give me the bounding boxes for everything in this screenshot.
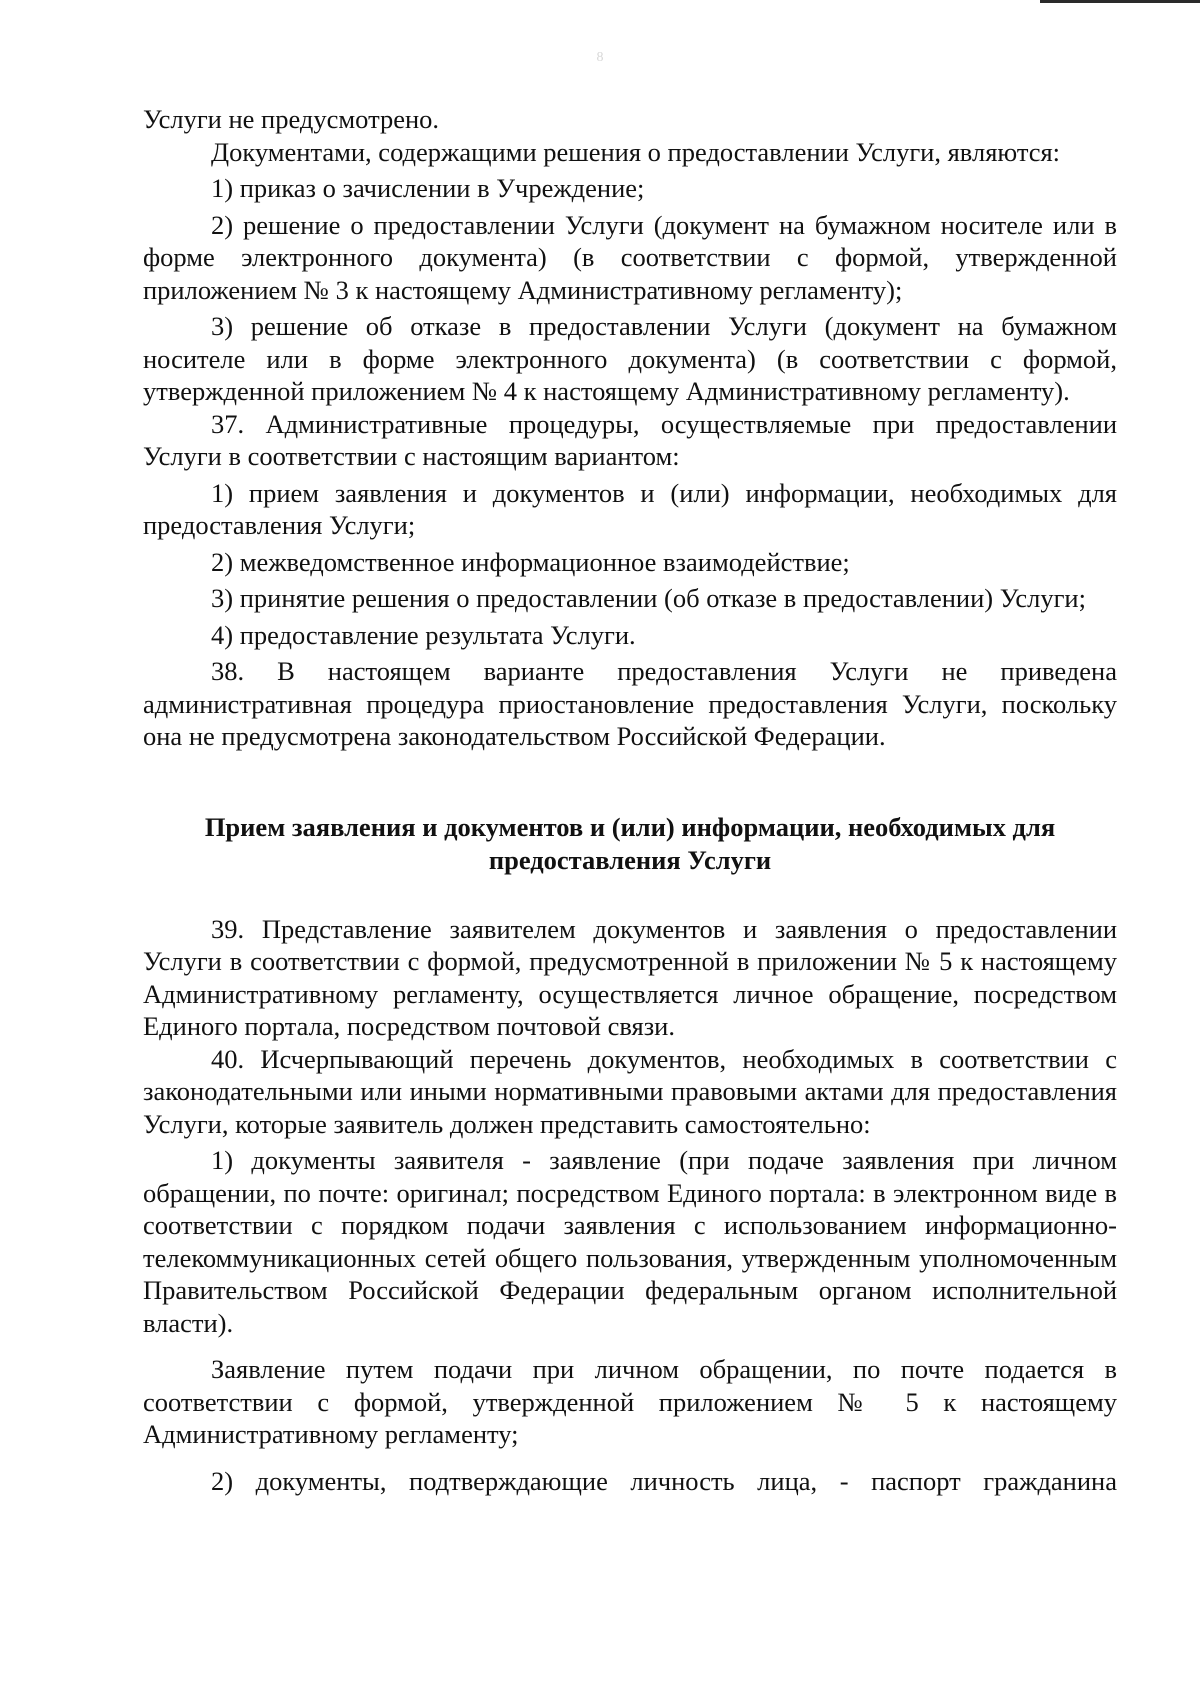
- scan-edge-line: [1040, 0, 1200, 3]
- paragraph-37-procedures: 37. Административные процедуры, осуществляемые при предоставлении Услуги в соответствии с настоящим вариантом:: [143, 408, 1117, 471]
- list-item-result-provision: 4) предоставление результата Услуги.: [211, 619, 636, 650]
- section-heading: [143, 811, 1117, 877]
- document-page: [143, 103, 1117, 1497]
- list-item-interagency-interaction: 2) межведомственное информационное взаимодействие;: [211, 546, 850, 577]
- section-heading-line-1: Прием заявления и документов и (или) информации, необходимых для: [204, 811, 1056, 842]
- list-item-applicant-documents: 1) документы заявителя - заявление (при подаче заявления при личном обращении, по почте: оригинал; посредством Единого портала: в электронном виде в соответствии с порядком подачи заявления с использованием информационно-телекоммуникационных сетей общего пользования, утвержденным уполномоченным Правительством Российской Федерации федеральным органом исполнительной власти).: [143, 1145, 1117, 1338]
- section-heading-line-2: предоставления Услуги: [488, 844, 772, 875]
- page-number: 8: [596, 50, 604, 65]
- list-item-refusal-decision: 3) решение об отказе в предоставлении Услуги (документ на бумажном носителе или в форме электронного документа) (в соответствии с формой, утвержденной приложением № 4 к настоящему Административному регламенту).: [143, 311, 1117, 406]
- list-item-identity-documents: 2) документы, подтверждающие личность лица, - паспорт гражданина: [211, 1465, 1117, 1496]
- list-item-grant-decision: 2) решение о предоставлении Услуги (документ на бумажном носителе или в форме электронного документа) (в соответствии с формой, утвержденной приложением № 3 к настоящему Административному регламенту);: [143, 209, 1117, 305]
- list-item-enrollment-order: 1) приказ о зачислении в Учреждение;: [211, 173, 645, 203]
- list-item-decision-making: 3) принятие решения о предоставлении (об отказе в предоставлении) Услуги;: [211, 583, 1086, 613]
- paragraph-application-form: Заявление путем подачи при личном обращении, по почте подается в соответствии с формой, утвержденной приложением № 5 к настоящему Административному регламенту;: [143, 1354, 1117, 1449]
- paragraph-decision-documents: Документами, содержащими решения о предоставлении Услуги, являются:: [211, 136, 1061, 167]
- paragraph-38-suspension: 38. В настоящем варианте предоставления Услуги не приведена административная процедура приостановление предоставления Услуги, поскольку она не предусмотрена законодательством Российской Федерации.: [143, 656, 1117, 751]
- paragraph-40-document-list: 40. Исчерпывающий перечень документов, необходимых в соответствии с законодательными или иными нормативными правовыми актами для предоставления Услуги, которые заявитель должен представить самостоятельно:: [143, 1043, 1117, 1139]
- list-item-application-intake: 1) прием заявления и документов и (или) информации, необходимых для предоставления Услуги;: [143, 477, 1117, 540]
- paragraph-services-not-provided: Услуги не предусмотрено.: [143, 104, 440, 134]
- paragraph-39-submission: 39. Представление заявителем документов и заявления о предоставлении Услуги в соответствии с формой, предусмотренной в приложении № 5 к настоящему Административному регламенту, осуществляется личное обращение, посредством Единого портала, посредством почтовой связи.: [143, 913, 1117, 1041]
